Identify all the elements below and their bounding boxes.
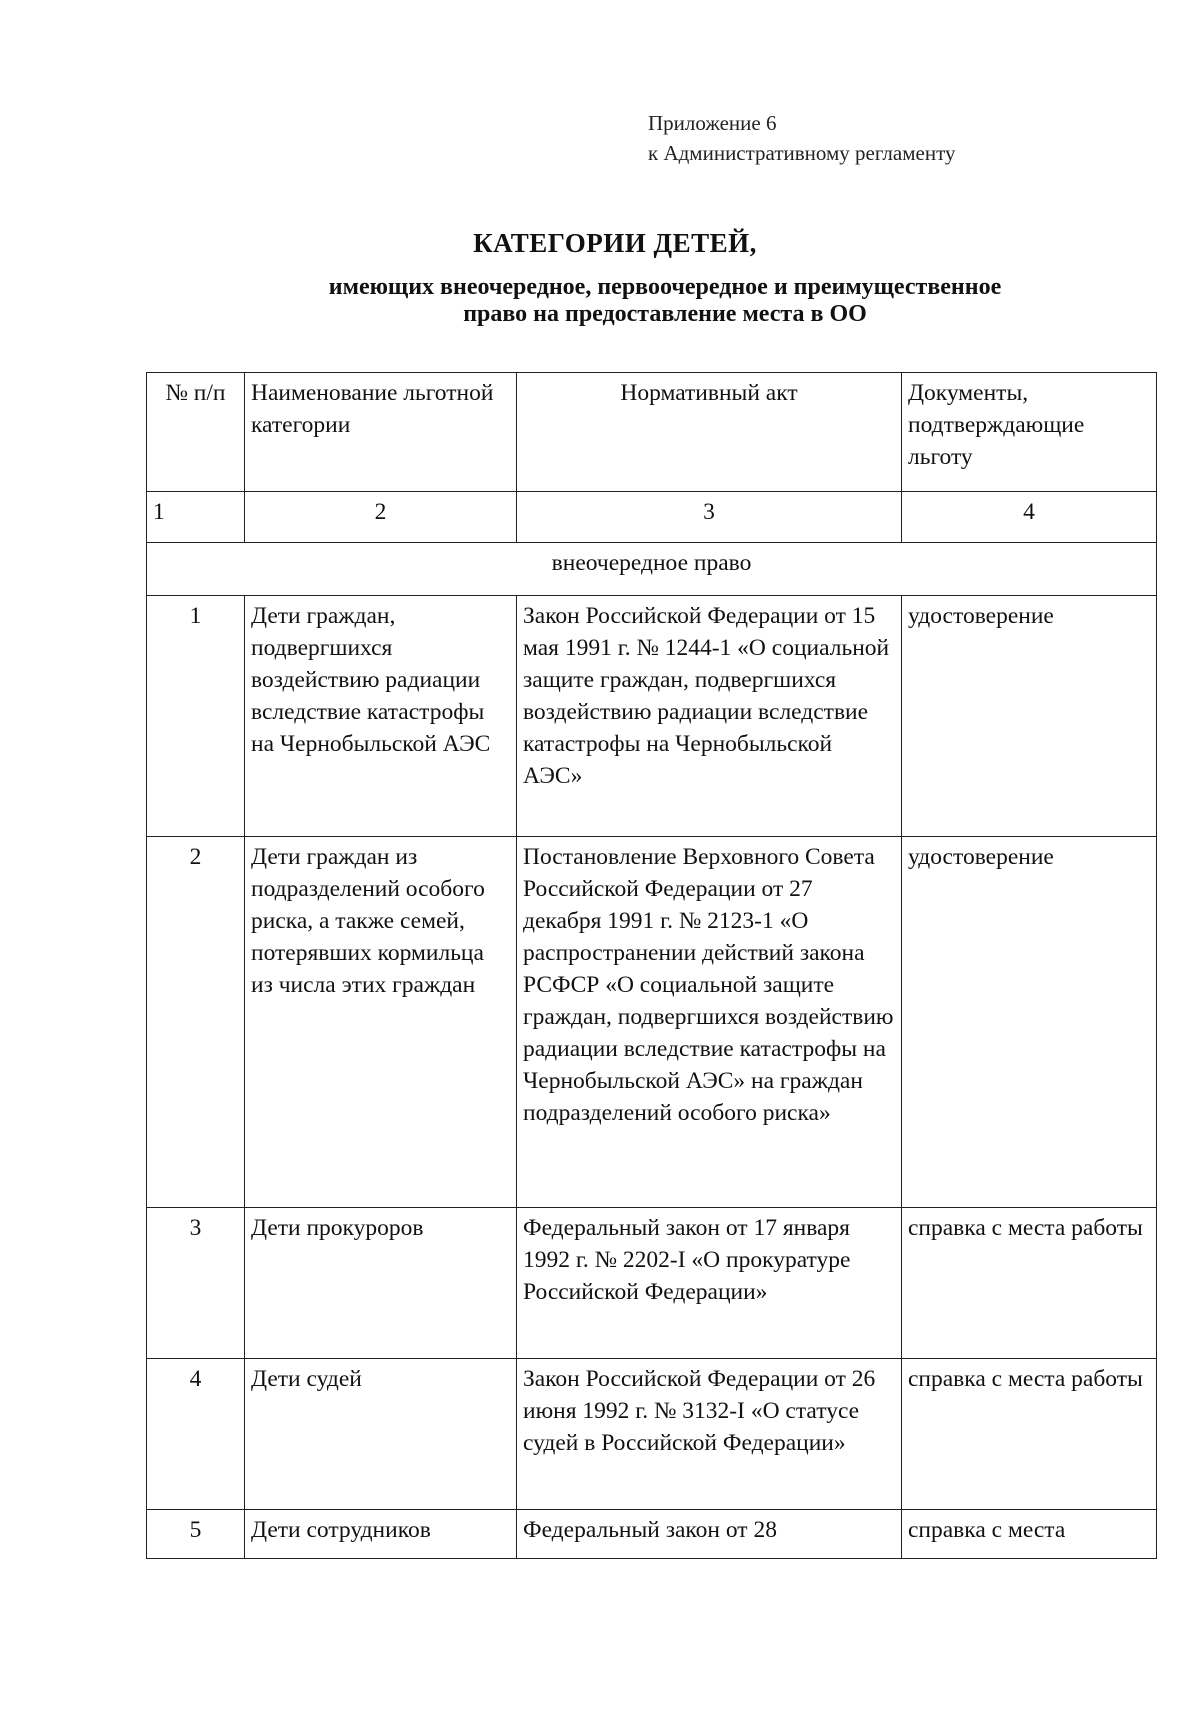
document-title: КАТЕГОРИИ ДЕТЕЙ, [473,228,757,258]
row-category: Дети граждан, подвергшихся воздействию радиации вследствие катастрофы на Чернобыльской АЭС [245,596,517,837]
appendix-line-2: к Административному регламенту [648,141,956,165]
table-row [147,1359,1157,1510]
column-number-1: 1 [147,492,245,543]
table-row [147,837,1157,1208]
row-act: Федеральный закон от 17 января 1992 г. № 2202-I «О прокуратуре Российской Федерации» [517,1208,902,1359]
subtitle-line-1: имеющих внеочередное, первоочередное и преимущественное [328,274,1002,300]
header-category: Наименование льготной категории [245,373,517,492]
row-number: 1 [147,596,245,837]
row-docs: справка с места работы [902,1208,1157,1359]
row-docs: удостоверение [902,596,1157,837]
row-category: Дети судей [245,1359,517,1510]
row-category: Дети граждан из подразделений особого риска, а также семей, потерявших кормильца из числа этих граждан [245,837,517,1208]
table-header-row [147,373,1157,492]
column-number-3: 3 [517,492,902,543]
row-act: Закон Российской Федерации от 15 мая 1991 г. № 1244-1 «О социальной защите граждан, подвергшихся воздействию радиации вследствие катастрофы на Чернобыльской АЭС» [517,596,902,837]
subtitle-line-2: право на предоставление места в ОО [463,301,867,327]
column-number-4: 4 [902,492,1157,543]
table-row [147,596,1157,837]
row-act: Закон Российской Федерации от 26 июня 1992 г. № 3132-I «О статусе судей в Российской Федерации» [517,1359,902,1510]
document-subtitle [0,274,1200,328]
row-act: Постановление Верховного Совета Российской Федерации от 27 декабря 1991 г. № 2123-1 «О распространении действий закона РСФСР «О социальной защите граждан, подвергшихся воздействию радиации вследствие катастрофы на Чернобыльской АЭС» на граждан подразделений особого риска» [517,837,902,1208]
row-act: Федеральный закон от 28 [517,1510,902,1559]
header-act: Нормативный акт [517,373,902,492]
row-docs: удостоверение [902,837,1157,1208]
header-docs: Документы, подтверждающие льготу [902,373,1157,492]
table-row [147,1208,1157,1359]
section-title: внеочередное право [147,543,1157,596]
column-number-row [147,492,1157,543]
table-row [147,1510,1157,1559]
row-number: 4 [147,1359,245,1510]
column-number-2: 2 [245,492,517,543]
row-number: 5 [147,1510,245,1559]
row-docs: справка с места работы [902,1359,1157,1510]
categories-table [146,372,1157,1559]
row-category: Дети прокуроров [245,1208,517,1359]
header-number: № п/п [147,373,245,492]
row-number: 2 [147,837,245,1208]
appendix-line-1: Приложение 6 [648,111,777,135]
row-docs: справка с места [902,1510,1157,1559]
row-category: Дети сотрудников [245,1510,517,1559]
appendix-note [648,108,955,168]
section-row [147,543,1157,596]
row-number: 3 [147,1208,245,1359]
